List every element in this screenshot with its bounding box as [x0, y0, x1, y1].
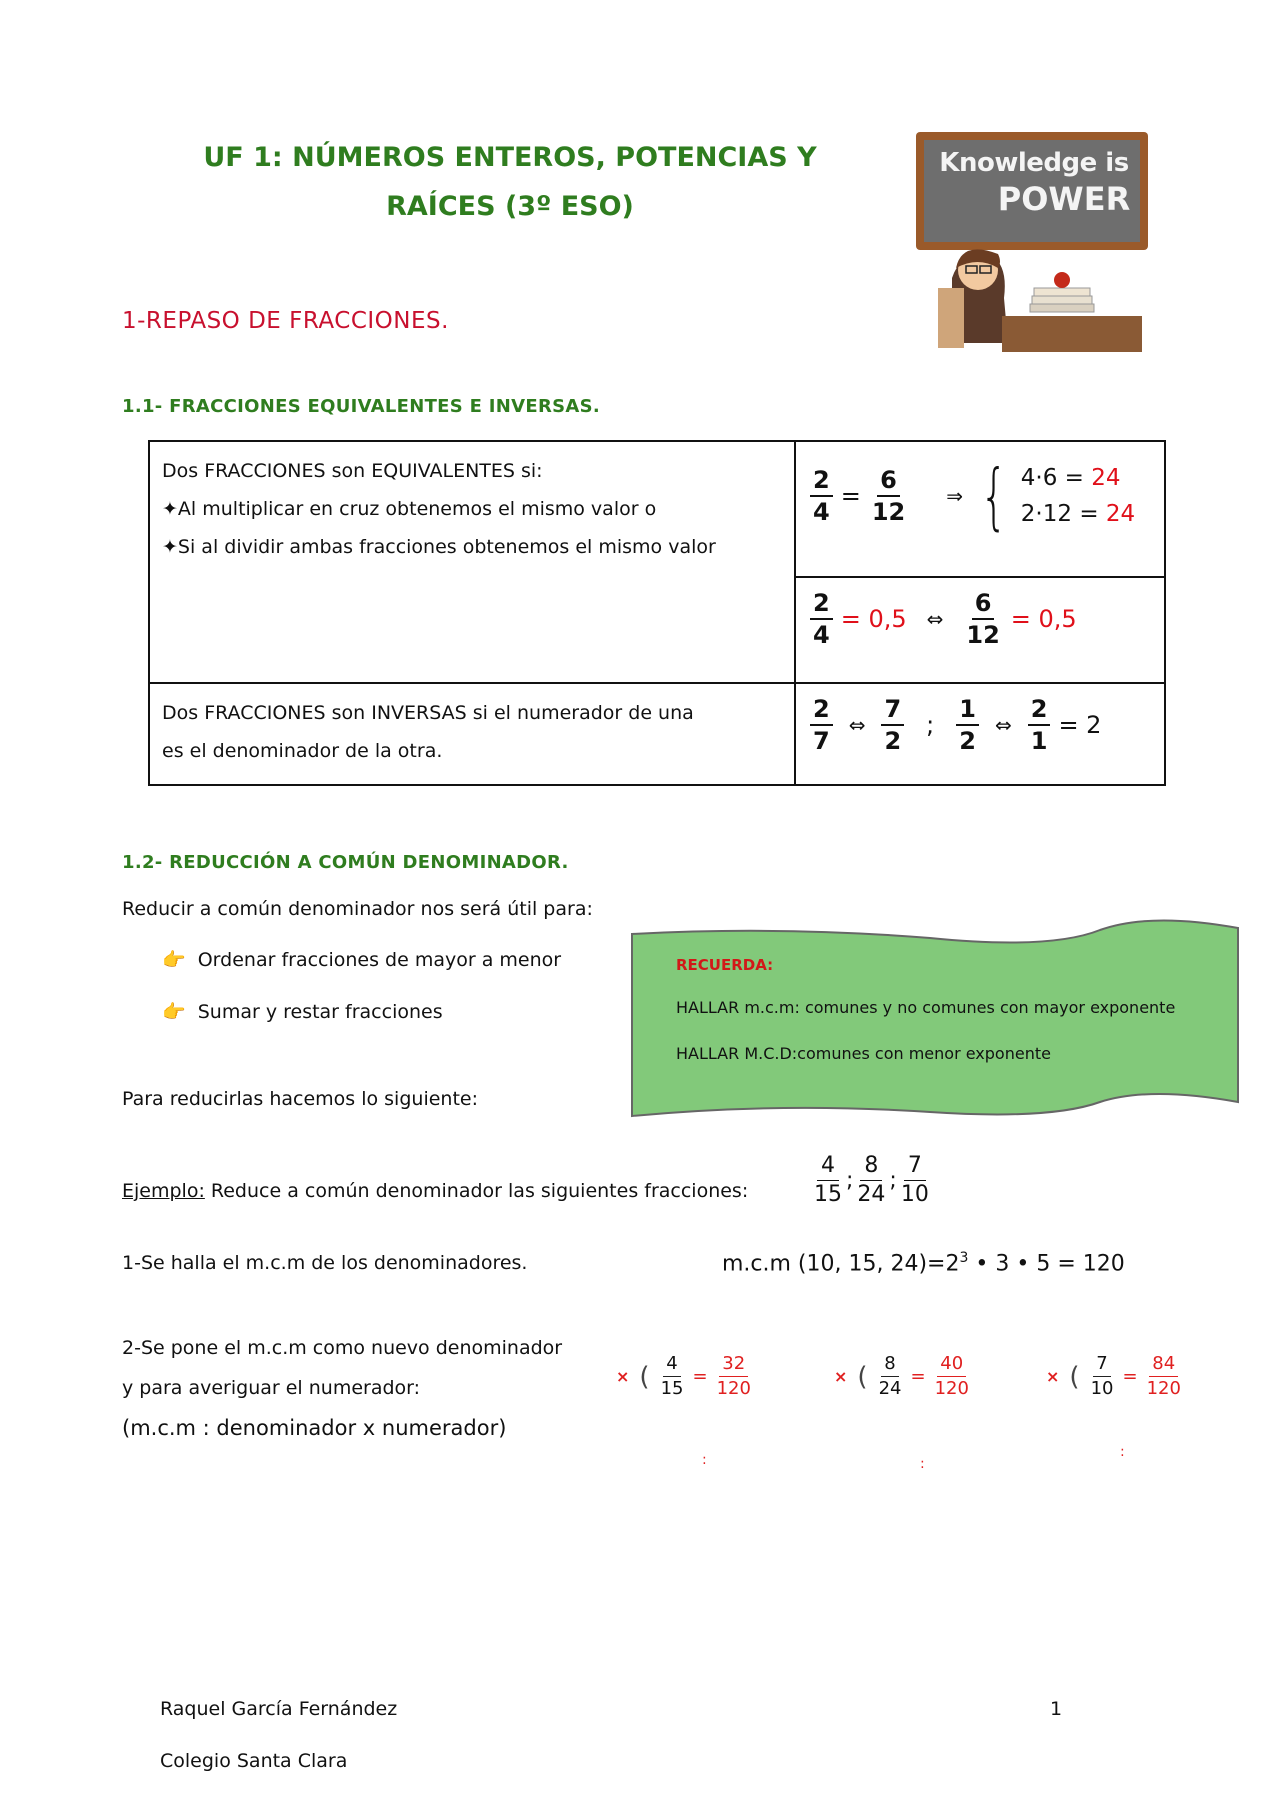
- reduce-steps-intro: Para reducirlas hacemos lo siguiente:: [122, 1088, 478, 1110]
- conversion-1: × ( $\frac{4}{15}$ = $\frac{32}{120}$: [616, 1353, 751, 1399]
- example-text: Ejemplo: Reduce a común denominador las siguientes fracciones:: [122, 1180, 749, 1202]
- equivalent-bullet-2: ✦Si al dividir ambas fracciones obtenemos el mismo valor: [162, 536, 716, 558]
- arc-icon: (: [1069, 1361, 1080, 1392]
- fraction-6-12: $\frac{6}{12}$: [871, 466, 906, 526]
- list-item: 👉 Sumar y restar fracciones: [162, 1001, 443, 1023]
- inverse-example-cell: $\frac{2}{7}$ ⇔ $\frac{7}{2}$ ; $\frac{1}{2}$ ⇔ $\frac{2}{1}$ = 2: [795, 683, 1165, 785]
- fraction-8-24: $\frac{8}{24}$: [857, 1153, 886, 1207]
- fraction-6-12-b: $\frac{6}{12}$: [966, 589, 1000, 649]
- arc-icon: (: [639, 1361, 650, 1392]
- mcm-formula: m.c.m (10, 15, $24)=2^3$ • 3 • 5 = 120: [722, 1250, 1125, 1277]
- example-fractions: $\frac{4}{15}$ ; $\frac{8}{24}$ ; $\frac{7}{10}$: [810, 1152, 933, 1209]
- reduce-intro: Reducir a común denominador nos será útil para:: [122, 898, 593, 920]
- page-title: [150, 142, 870, 222]
- footer-author: Raquel García Fernández: [160, 1698, 398, 1720]
- inverse-text-2: es el denominador de la otra.: [162, 740, 443, 762]
- equivalent-bullet-1: ✦Al multiplicar en cruz obtenemos el mismo valor o: [162, 498, 657, 520]
- fraction-2-1: $\frac{2}{1}$: [1028, 694, 1051, 756]
- cross-system: { 4·6 = 24 2·12 = 24: [980, 454, 1136, 538]
- footer-school: Colegio Santa Clara: [160, 1750, 348, 1772]
- subsection-1-2-heading: 1.2- REDUCCIÓN A COMÚN DENOMINADOR.: [122, 852, 569, 873]
- equivalent-title: Dos FRACCIONES son EQUIVALENTES si:: [162, 460, 543, 482]
- fraction-2-4: $\frac{2}{4}$: [810, 465, 833, 527]
- fractions-table: [148, 440, 1166, 786]
- step-2-text: 2-Se pone el m.c.m como nuevo denominador y para averiguar el numerador: (m.c.m : denominador x numerador): [122, 1337, 563, 1440]
- recuerda-line-2: HALLAR M.C.D:comunes con menor exponente: [676, 1044, 1051, 1063]
- subsection-1-1-heading: 1.1- FRACCIONES EQUIVALENTES E INVERSAS.: [122, 396, 601, 417]
- fraction-4-15: $\frac{4}{15}$: [814, 1153, 842, 1207]
- board-text: Knowledge is POWER: [939, 148, 1131, 218]
- pointing-hand-icon: 👉: [162, 949, 186, 971]
- recuerda-note: [630, 916, 1242, 1122]
- step-1-text: 1-Se halla el m.c.m de los denominadores.: [122, 1252, 528, 1274]
- fraction-7-10: $\frac{7}{10}$: [900, 1153, 929, 1207]
- conversion-2: × ( $\frac{8}{24}$ = $\frac{40}{120}$: [834, 1353, 969, 1399]
- conversion-1-divide: :: [702, 1452, 707, 1468]
- division-cell: $\frac{2}{4}$ = 0,5 ⇔ $\frac{6}{12}$ = 0,5: [795, 577, 1165, 683]
- conversion-3: × ( $\frac{7}{10}$ = $\frac{84}{120}$: [1046, 1353, 1181, 1399]
- recuerda-title: RECUERDA:: [676, 956, 774, 974]
- inverse-definition-cell: [149, 683, 795, 785]
- footer-page-number: 1: [1050, 1698, 1063, 1720]
- recuerda-line-1: HALLAR m.c.m: comunes y no comunes con mayor exponente: [676, 998, 1176, 1017]
- inverse-text-1: Dos FRACCIONES son INVERSAS si el numerador de una: [162, 702, 694, 724]
- fraction-2-7: $\frac{2}{7}$: [810, 694, 833, 756]
- scroll-banner-shape: [630, 916, 1242, 1122]
- section-1-heading: 1-REPASO DE FRACCIONES.: [122, 308, 449, 334]
- title-line-1: UF 1: NÚMEROS ENTEROS, POTENCIAS Y: [203, 142, 817, 173]
- fraction-2-4-b: $\frac{2}{4}$: [810, 588, 833, 650]
- equivalent-definition-cell: [149, 441, 795, 683]
- list-item: 👉 Ordenar fracciones de mayor a menor: [162, 949, 562, 971]
- title-line-2: RAÍCES (3º ESO): [386, 191, 634, 222]
- implies-symbol: ⇒: [946, 484, 963, 508]
- conversion-3-divide: :: [1120, 1444, 1125, 1460]
- example-label: Ejemplo:: [122, 1180, 205, 1202]
- pointing-hand-icon: 👉: [162, 1001, 186, 1023]
- fraction-7-2: $\frac{7}{2}$: [881, 694, 904, 756]
- conversion-2-divide: :: [920, 1456, 925, 1472]
- bullet-list: [162, 948, 561, 1023]
- brace-icon: {: [980, 454, 1008, 538]
- arc-icon: (: [857, 1361, 868, 1392]
- fraction-1-2: $\frac{1}{2}$: [956, 694, 979, 756]
- cross-multiply-cell: $\frac{2}{4}$ = $\frac{6}{12}$ ⇒ { 4·6 = 24 2·12 = 24: [795, 441, 1165, 577]
- knowledge-illustration: [912, 128, 1152, 358]
